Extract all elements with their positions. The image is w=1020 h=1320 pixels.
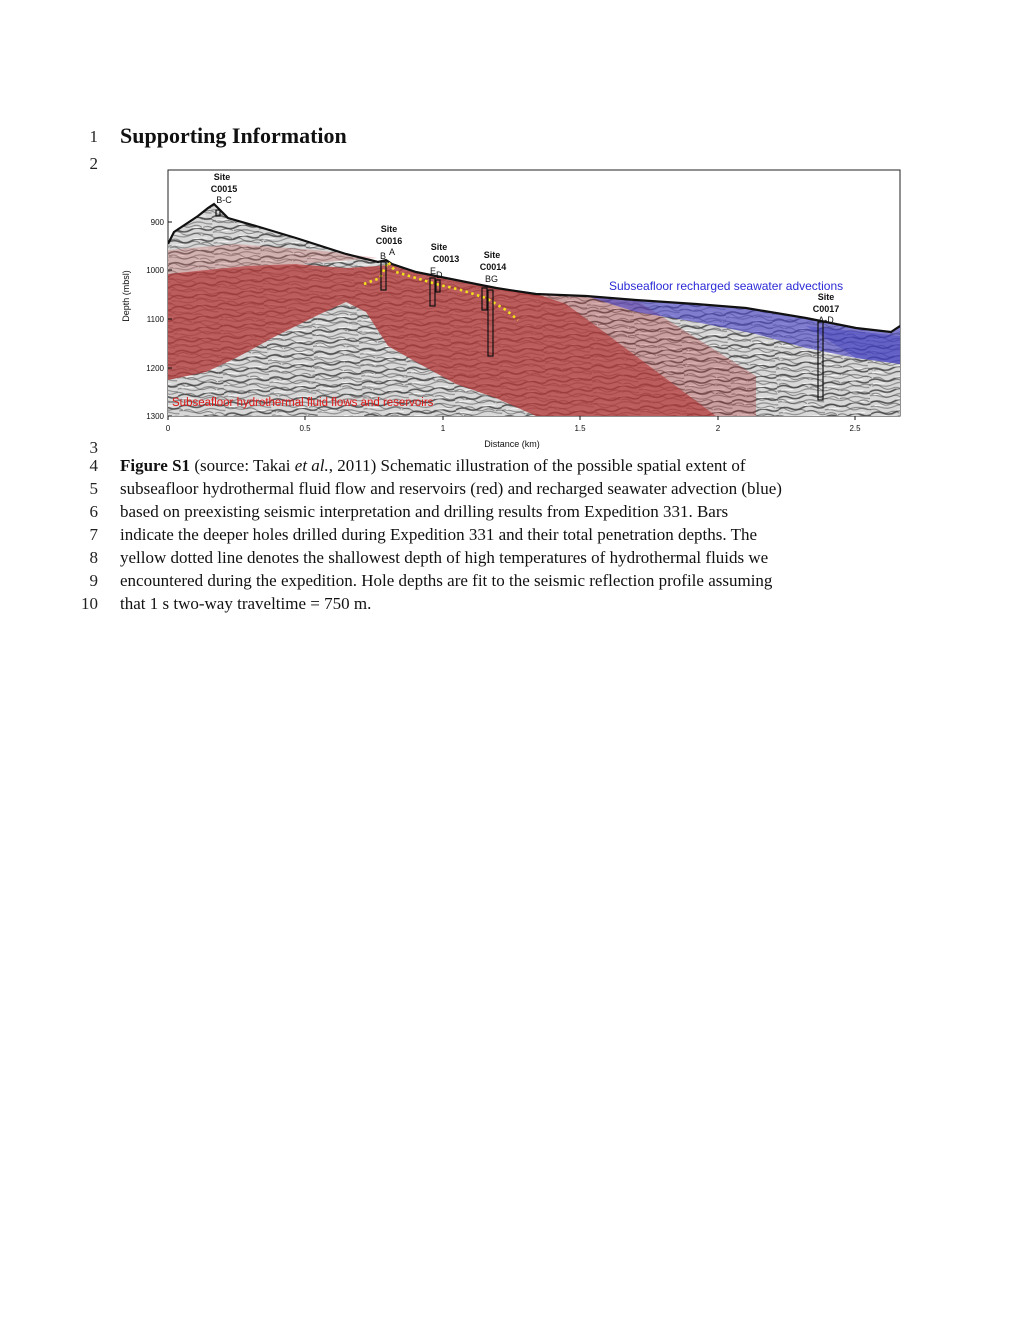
y-tick-label: 900 — [150, 218, 164, 227]
y-tick-label: 1100 — [146, 315, 164, 324]
line-number: 1 — [89, 127, 98, 146]
blue-zone-label: Subseafloor recharged seawater advections — [609, 279, 844, 293]
site-c0017-label: Site — [817, 292, 835, 302]
caption-line-7: indicate the deeper holes drilled during Expedition 331 and their total penetration depths. The — [120, 525, 758, 544]
site-c0014-holes: BG — [485, 274, 499, 284]
line-number: 3 — [89, 438, 98, 457]
figure-s1 — [116, 166, 906, 450]
site-c0015-holes: B-C — [216, 195, 232, 205]
y-tick-label: 1300 — [146, 412, 164, 421]
seismic-profile-figure — [116, 166, 906, 450]
section-heading: Supporting Information — [120, 123, 347, 148]
caption-line-9: encountered during the expedition. Hole depths are fit to the seismic reflection profile assuming — [120, 571, 773, 590]
site-c0016-hole-b: B — [380, 251, 387, 261]
site-c0013-hole-d: D — [436, 270, 443, 280]
caption-line-4 — [120, 456, 746, 476]
x-tick-label: 2.5 — [849, 424, 861, 433]
x-tick-label: 1 — [440, 424, 446, 433]
line-number: 7 — [89, 525, 98, 544]
site-c0016-label: Site — [380, 224, 398, 234]
caption-etal: et al. — [294, 456, 329, 475]
caption-source-rest: , 2011) Schematic illustration of the possible spatial extent of — [328, 456, 746, 475]
y-axis — [121, 218, 172, 421]
y-axis-label: Depth (mbsl) — [121, 270, 131, 322]
figure-label: Figure S1 — [120, 456, 191, 475]
x-tick-label: 0 — [165, 424, 171, 433]
x-tick-label: 1.5 — [574, 424, 586, 433]
red-zone-label: Subseafloor hydrothermal fluid flows and reservoirs — [172, 397, 434, 409]
site-c0015-label: Site — [213, 172, 231, 182]
y-tick-label: 1200 — [146, 364, 164, 373]
x-tick-label: 0.5 — [299, 424, 311, 433]
x-axis-label: Distance (km) — [484, 439, 540, 449]
site-c0015-id: C0015 — [210, 184, 238, 194]
line-number: 8 — [89, 548, 98, 567]
line-number: 6 — [89, 502, 98, 521]
site-c0016-hole-a: A — [389, 247, 396, 257]
caption-line-10: that 1 s two-way traveltime = 750 m. — [120, 594, 372, 613]
caption-line-6: based on preexisting seismic interpretation and drilling results from Expedition 331. Bars — [120, 502, 729, 521]
line-number: 4 — [89, 456, 98, 475]
site-c0013-id: C0013 — [432, 254, 460, 264]
caption-line-5: subseafloor hydrothermal fluid flow and reservoirs (red) and recharged seawater advection (blue) — [120, 479, 782, 498]
site-c0013-label: Site — [430, 242, 448, 252]
x-tick-label: 2 — [715, 424, 721, 433]
site-c0013-hole-e: E — [430, 266, 437, 276]
site-c0017-holes: A-D — [818, 315, 834, 325]
site-c0017-id: C0017 — [812, 304, 840, 314]
site-c0014-label: Site — [483, 250, 501, 260]
caption-line-8: yellow dotted line denotes the shallowest depth of high temperatures of hydrothermal fluids we — [120, 548, 769, 567]
line-number: 9 — [89, 571, 98, 590]
line-number: 10 — [81, 594, 98, 613]
line-number: 5 — [89, 479, 98, 498]
x-axis — [166, 416, 861, 449]
site-c0014-id: C0014 — [479, 262, 507, 272]
line-number: 2 — [89, 154, 98, 173]
caption-source-open: (source: Takai — [190, 456, 295, 475]
y-tick-label: 1000 — [146, 266, 164, 275]
site-c0016-id: C0016 — [375, 236, 403, 246]
